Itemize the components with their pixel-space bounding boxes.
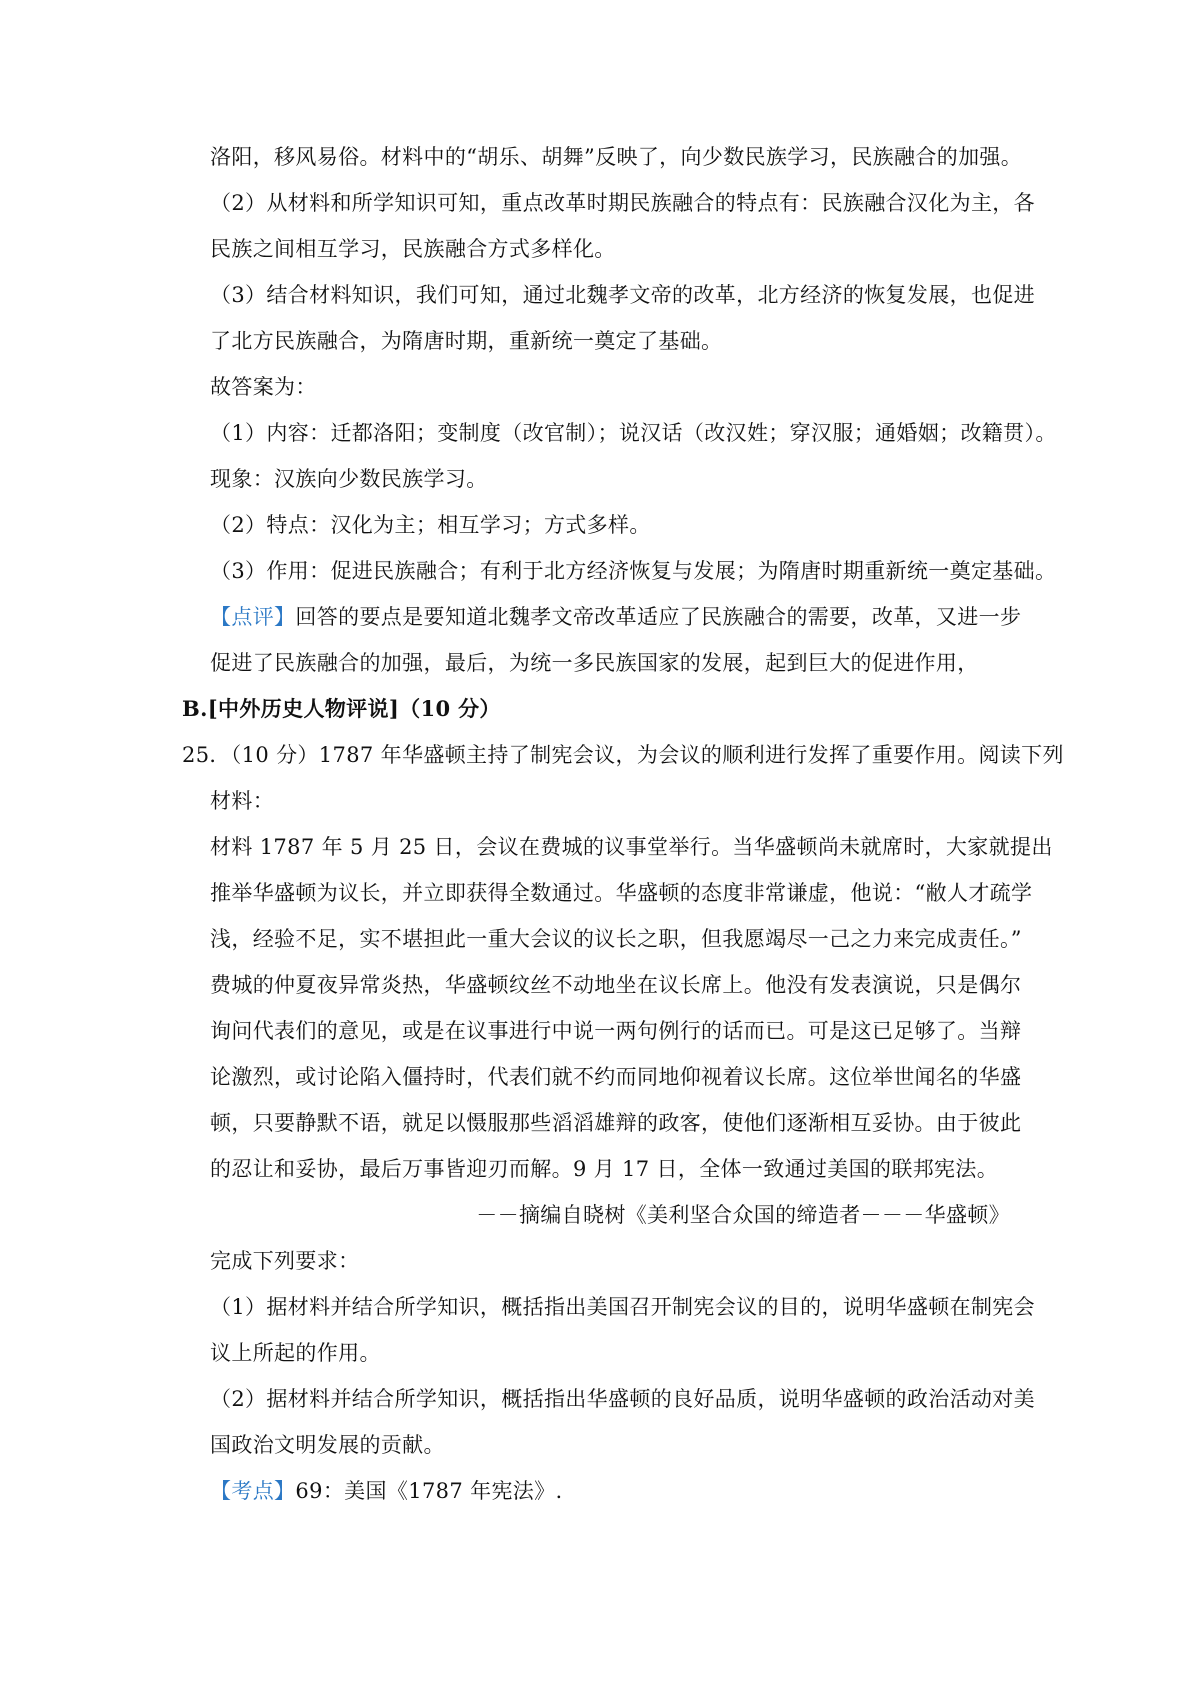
question-number: 25． (182, 743, 231, 767)
text-line: （2）特点：汉化为主；相互学习；方式多样。 (210, 513, 651, 537)
comment-line (210, 602, 1021, 632)
section-title: B.[中外历史人物评说] (182, 696, 400, 721)
text-line: 民族之间相互学习，民族融合方式多样化。 (210, 237, 616, 261)
text-line: 故答案为： (210, 375, 317, 399)
question-line (182, 740, 1064, 770)
material-line: 顿，只要静默不语，就足以慑服那些滔滔雄辩的政客，使他们逐渐相互妥协。由于彼此 (210, 1111, 1022, 1135)
text-line: （3）作用：促进民族融合；有利于北方经济恢复与发展；为隋唐时期重新统一奠定基础。 (210, 559, 1057, 583)
material-source: －－摘编自晓树《美利坚合众国的缔造者－－－华盛顿》 (476, 1203, 1010, 1227)
text-line: （2）从材料和所学知识可知，重点改革时期民族融合的特点有：民族融合汉化为主，各 (210, 191, 1036, 215)
section-score: （10 分） (399, 696, 501, 721)
comment-tag: 【点评】 (210, 605, 296, 629)
material-line: 询问代表们的意见，或是在议事进行中说一两句例行的话而已。可是这已足够了。当辩 (210, 1019, 1022, 1043)
material-line: 费城的仲夏夜异常炎热，华盛顿纹丝不动地坐在议长席上。他没有发表演说，只是偶尔 (210, 973, 1022, 997)
text-line: 促进了民族融合的加强，最后，为统一多民族国家的发展，起到巨大的促进作用， (210, 651, 979, 675)
text-line: 议上所起的作用。 (210, 1341, 381, 1365)
material-line: 推举华盛顿为议长，并立即获得全数通过。华盛顿的态度非常谦虚，他说：“敝人才疏学 (210, 881, 1033, 905)
text-line: （1）内容：迁都洛阳；变制度（改官制）；说汉话（改汉姓；穿汉服；通婚姻；改籍贯）。 (210, 421, 1057, 445)
text-line: （3）结合材料知识，我们可知，通过北魏孝文帝的改革，北方经济的恢复发展，也促进 (210, 283, 1036, 307)
text-line: 国政治文明发展的贡献。 (210, 1433, 445, 1457)
text-line: 了北方民族融合，为隋唐时期，重新统一奠定了基础。 (210, 329, 723, 353)
text-line: 现象：汉族向少数民族学习。 (210, 467, 488, 491)
kaodian-tag: 【考点】 (210, 1479, 296, 1503)
material-line: 浅，经验不足，实不堪担此一重大会议的议长之职，但我愿竭尽一己之力来完成责任。” (210, 927, 1022, 951)
text-line: 洛阳，移风易俗。材料中的“胡乐、胡舞”反映了，向少数民族学习，民族融合的加强。 (210, 145, 1023, 169)
text-line: 材料： (210, 789, 275, 813)
text-line: 完成下列要求： (210, 1249, 360, 1273)
comment-text: 回答的要点是要知道北魏孝文帝改革适应了民族融合的需要，改革，又进一步 (295, 605, 1022, 629)
question-text: （10 分）1787 年华盛顿主持了制宪会议，为会议的顺利进行发挥了重要作用。阅读下列 (230, 743, 1064, 767)
material-line: 论激烈，或讨论陷入僵持时，代表们就不约而同地仰视着议长席。这位举世闻名的华盛 (210, 1065, 1022, 1089)
text-line: （2）据材料并结合所学知识，概括指出华盛顿的良好品质，说明华盛顿的政治活动对美 (210, 1387, 1036, 1411)
material-line: 材料 1787 年 5 月 25 日，会议在费城的议事堂举行。当华盛顿尚未就席时，大家就提出 (210, 835, 1053, 859)
section-heading (182, 694, 501, 724)
kaodian-text: 69：美国《1787 年宪法》. (295, 1479, 563, 1503)
material-line: 的忍让和妥协，最后万事皆迎刃而解。9 月 17 日，全体一致通过美国的联邦宪法。 (210, 1157, 999, 1181)
text-line: （1）据材料并结合所学知识，概括指出美国召开制宪会议的目的，说明华盛顿在制宪会 (210, 1295, 1036, 1319)
kaodian-line (210, 1476, 563, 1506)
